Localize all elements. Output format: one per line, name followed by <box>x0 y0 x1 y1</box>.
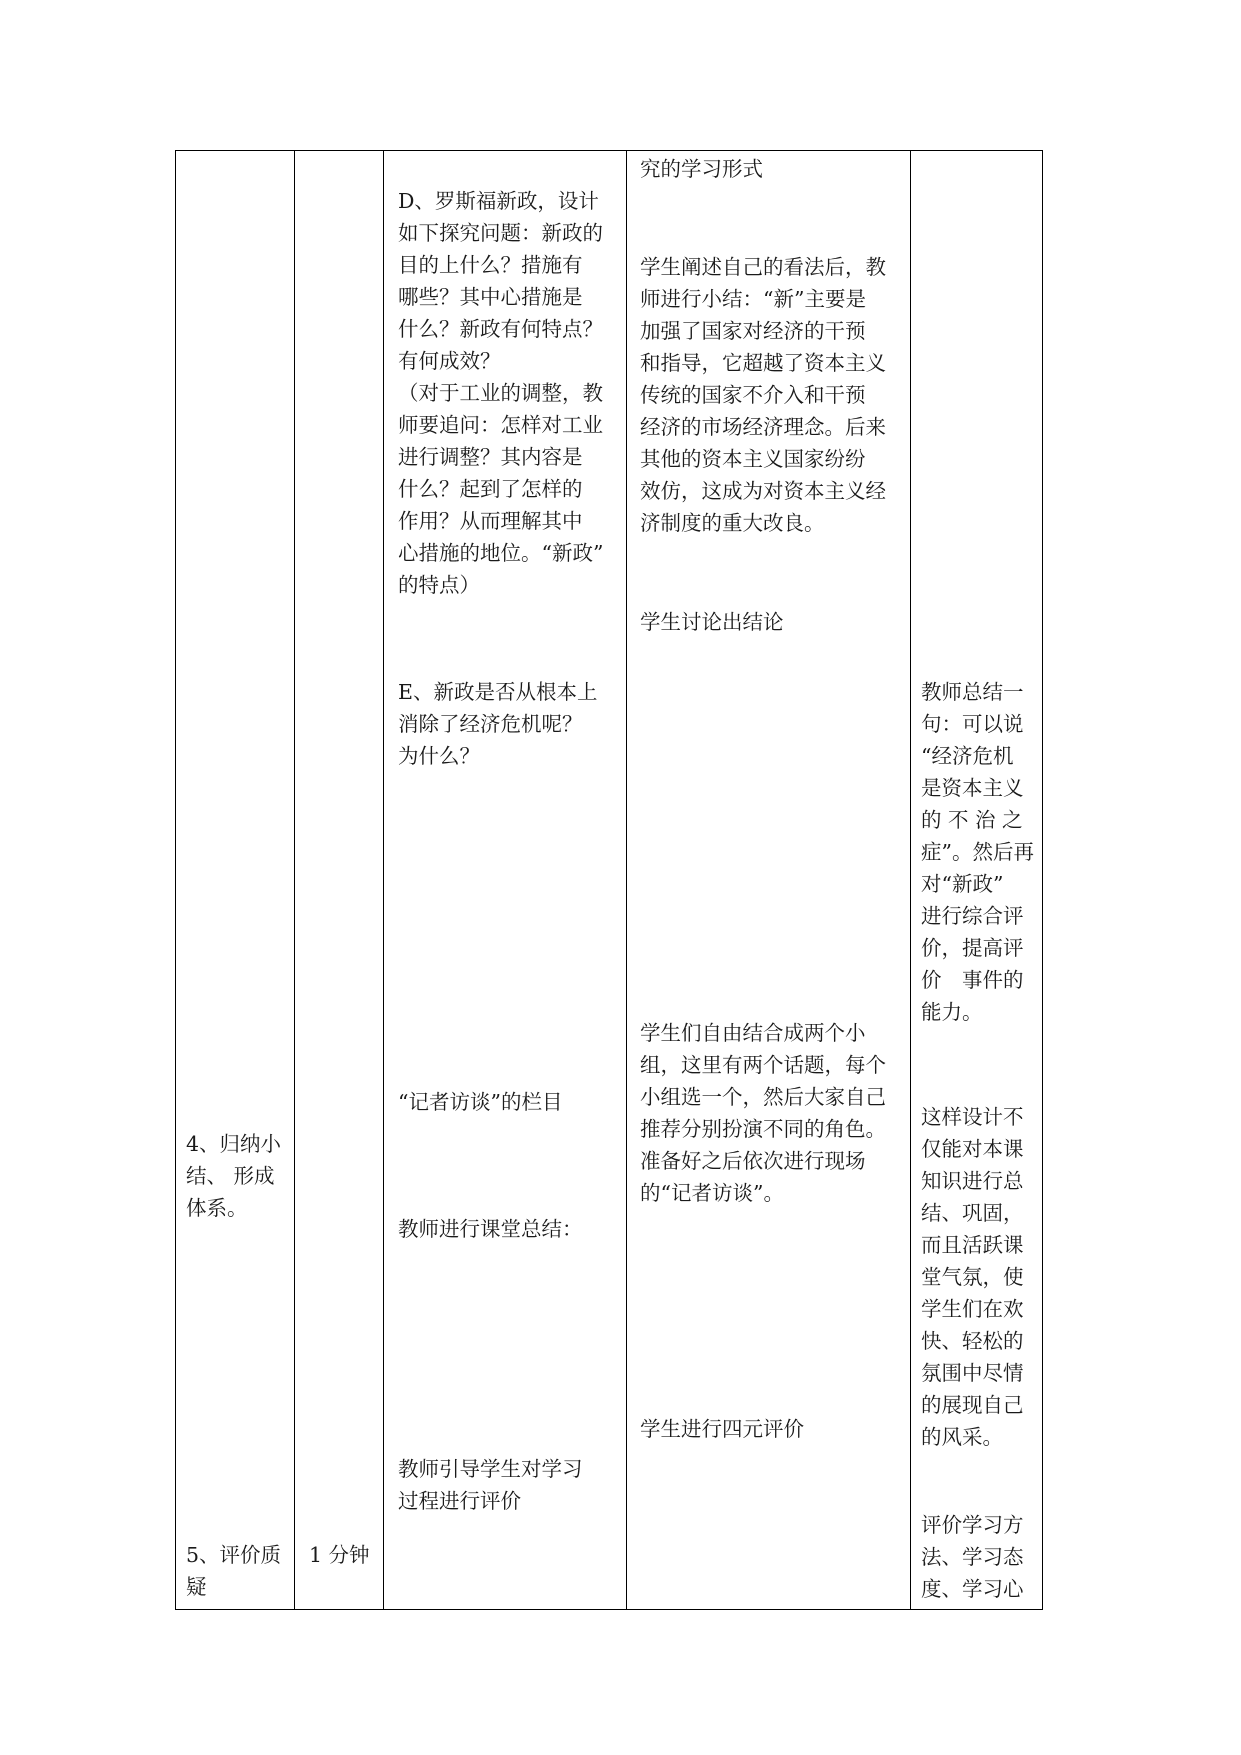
time-cell: 1 分钟 <box>309 1543 370 1567</box>
reporter-segment: “记者访谈”的栏目 <box>398 1090 563 1114</box>
design-note-2: 这样设计不 仅能对本课 知识进行总 结、巩固， 而且活跃课 堂气氛，使 学生们在欢 快、轻松的 氛围中尽情 的展现自己 的风采。 <box>921 1105 1024 1449</box>
inquiry-form: 究的学习形式 <box>640 157 763 181</box>
column-divider <box>294 151 295 1609</box>
class-summary: 教师进行课堂总结： <box>398 1217 583 1241</box>
teacher-guide: 教师引导学生对学习 过程进行评价 <box>398 1457 583 1513</box>
column-divider <box>626 151 627 1609</box>
student-discussion: 学生讨论出结论 <box>640 610 784 634</box>
design-note-3: 评价学习方 法、学习态 度、学习心 <box>921 1513 1024 1601</box>
design-note-1: 教师总结一 句：可以说 “经济危机 是资本主义 的 不 治 之 症”。然后再 对“新政” 进行综合评 价，提高评 价 事件的 能力。 <box>921 680 1034 1024</box>
step-5-label: 5、评价质 疑 <box>186 1543 282 1599</box>
step-4-label: 4、归纳小 结、 形成 体系。 <box>186 1132 282 1220</box>
teacher-summary-paragraph: 学生阐述自己的看法后，教 师进行小结：“新”主要是 加强了国家对经济的干预 和指导，它超越了资本主义 传统的国家不介入和干预 经济的市场经济理念。后来 其他的资本主义国家纷纷 效仿，这成为对资本主义经 济制度的重大改良。 <box>640 255 886 535</box>
block-d: D、罗斯福新政，设计 如下探究问题：新政的 目的上什么？措施有 哪些？其中心措施是 什么？新政有何特点？ 有何成效？ （对于工业的调整，教 师要追问：怎样对工业 进行调整？其内容是 什么？起到了怎样的 作用？从而理解其中 心措施的地位。“新政” 的特点） <box>398 189 604 597</box>
column-divider <box>910 151 911 1609</box>
student-evaluation: 学生进行四元评价 <box>640 1417 804 1441</box>
lesson-plan-table <box>175 150 1043 1610</box>
block-e: E、新政是否从根本上 消除了经济危机呢？ 为什么？ <box>398 680 598 768</box>
group-activity: 学生们自由结合成两个小 组，这里有两个话题，每个 小组选一个，然后大家自己 推荐分别扮演不同的角色。 准备好之后依次进行现场 的“记者访谈”。 <box>640 1021 886 1205</box>
column-divider <box>383 151 384 1609</box>
